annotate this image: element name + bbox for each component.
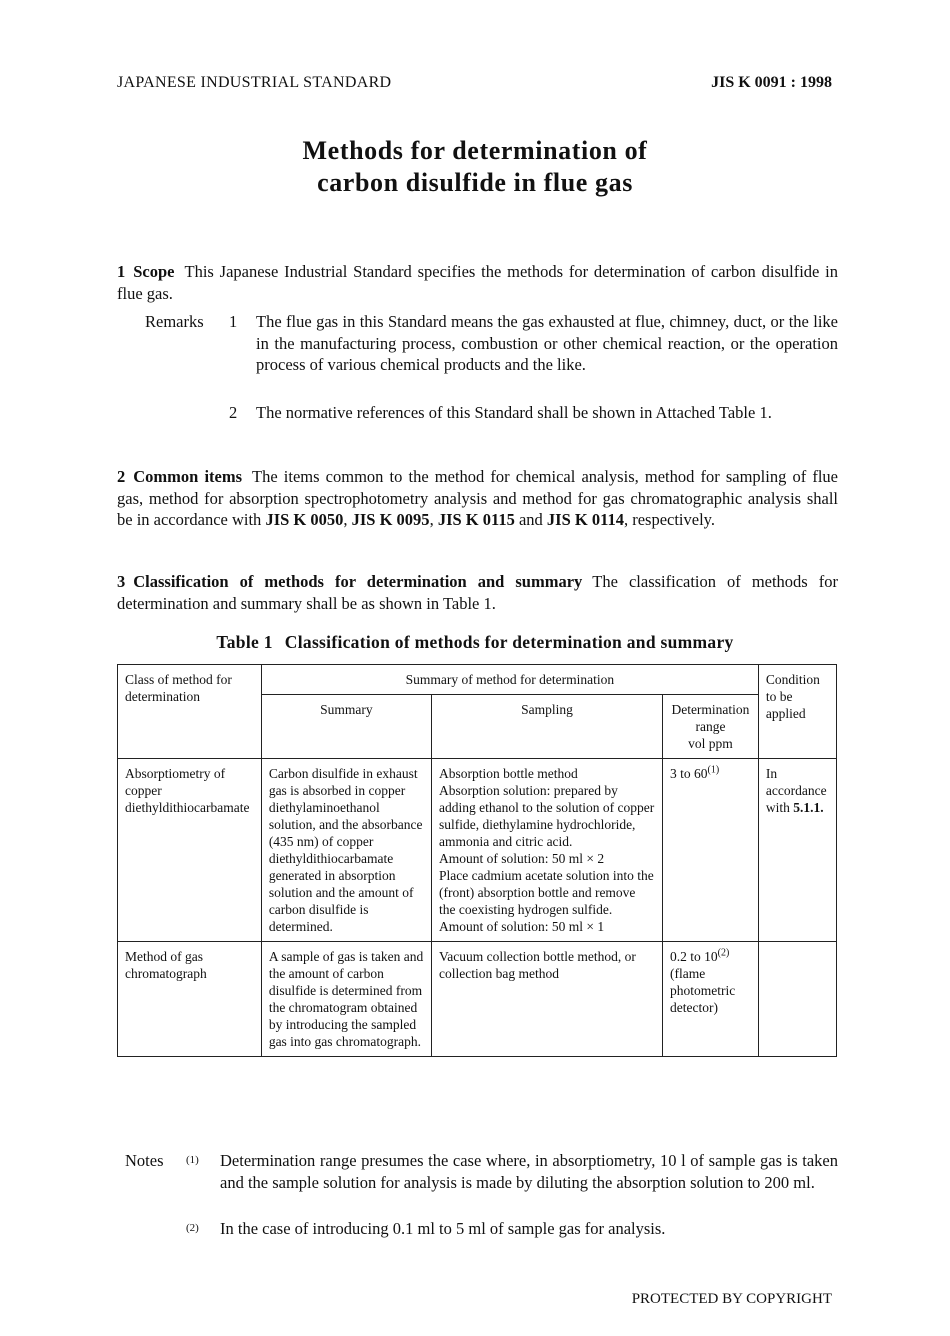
sampling-line: Absorption solution: prepared by adding ethanol to the solution of copper sulfide, diethylamine hydrochloride, ammonia and citric acid. bbox=[438, 783, 655, 849]
note-ref: (1) bbox=[186, 1154, 199, 1166]
reference-jis-k-0114: JIS K 0114 bbox=[546, 510, 624, 529]
section-text: This Japanese Industrial Standard specifies the methods for determination of carbon disulfide in flue gas. bbox=[117, 262, 838, 303]
sampling-line: Amount of solution: 50 ml × 1 bbox=[438, 919, 605, 934]
reference-jis-k-0115: JIS K 0115 bbox=[437, 510, 515, 529]
cell-summary: Carbon disulfide in exhaust gas is absorbed in copper diethylaminoethanol solution, and the absorbance (435 nm) of copper diethyldithiocarbamate generated in absorption solution and the amount of carbon disulfide is determined. bbox=[261, 759, 431, 942]
notes-label: Notes bbox=[125, 1151, 164, 1170]
section-heading: Common items bbox=[133, 467, 243, 486]
remark-text: The flue gas in this Standard means the gas exhausted at flue, chimney, duct, or the like in the manufacturing process, combustion or other chemical reaction, or the operation process of various chemical products and the like. bbox=[256, 312, 838, 374]
header-sampling: Sampling bbox=[431, 695, 662, 759]
remark-number: 2 bbox=[229, 403, 238, 422]
table-row bbox=[118, 759, 837, 942]
remark-number: 1 bbox=[229, 312, 238, 331]
section-number: 3 bbox=[117, 572, 126, 591]
table-row bbox=[118, 942, 837, 1057]
note-text: Determination range presumes the case where, in absorptiometry, 10 l of sample gas is taken and the sample solution for analysis is made by diluting the absorption solution to 200 ml. bbox=[220, 1151, 838, 1192]
note-ref: (2) bbox=[186, 1222, 199, 1234]
title-line-1: Methods for determination of bbox=[302, 136, 648, 165]
cell-sampling: Vacuum collection bottle method, or collection bag method bbox=[431, 942, 662, 1057]
table-title: Classification of methods for determination and summary bbox=[284, 632, 734, 652]
table-number: Table 1 bbox=[216, 632, 273, 652]
section-heading: Scope bbox=[133, 262, 175, 281]
table-caption bbox=[0, 632, 950, 653]
section-common-items: 2 Common items The items common to the method for chemical analysis, method for sampling of flue gas, method for absorption spectrophotometry analysis and method for gas chromatographic analysis shall be in accordance with JIS K 0050, JIS K 0095, JIS K 0115 and JIS K 0114, respectively. bbox=[117, 467, 838, 529]
section-scope bbox=[117, 261, 838, 304]
note-ref: (1) bbox=[707, 764, 720, 776]
standard-number: JIS K 0091 : 1998 bbox=[711, 74, 832, 91]
header-summary-group: Summary of method for determination bbox=[261, 665, 758, 695]
section-classification bbox=[117, 571, 838, 614]
reference-jis-k-0095: JIS K 0095 bbox=[351, 510, 430, 529]
header-range-label: Determination range bbox=[671, 702, 750, 734]
section-text-end: , respectively. bbox=[623, 510, 715, 529]
cell-condition bbox=[758, 942, 836, 1057]
header-condition: Condition to be applied bbox=[758, 665, 836, 759]
header-summary: Summary bbox=[261, 695, 431, 759]
sampling-line: Absorption bottle method bbox=[438, 766, 578, 781]
document-title bbox=[0, 135, 950, 199]
table-header-row bbox=[118, 665, 837, 695]
remark-text: The normative references of this Standard shall be shown in Attached Table 1. bbox=[256, 403, 772, 422]
sampling-line: Place cadmium acetate solution into the (front) absorption bottle and remove the coexisting hydrogen sulfide. bbox=[438, 868, 654, 917]
header-range bbox=[663, 695, 759, 759]
range-value: 3 to 60 bbox=[670, 766, 708, 781]
standard-header: JAPANESE INDUSTRIAL STANDARD bbox=[117, 74, 392, 91]
range-value: 0.2 to 10 bbox=[670, 949, 718, 964]
cell-summary: A sample of gas is taken and the amount of carbon disulfide is determined from the chromatogram obtained by introducing the sampled gas into gas chromatograph. bbox=[261, 942, 431, 1057]
cell-condition bbox=[758, 759, 836, 942]
cell-sampling bbox=[431, 759, 662, 942]
condition-clause: 5.1.1. bbox=[793, 800, 824, 815]
reference-jis-k-0050: JIS K 0050 bbox=[265, 510, 344, 529]
sampling-line: Amount of solution: 50 ml × 2 bbox=[438, 851, 605, 866]
section-text: The classification of methods for determination and summary shall be as shown in Table 1. bbox=[117, 572, 838, 613]
cell-range bbox=[663, 942, 759, 1057]
note-text: In the case of introducing 0.1 ml to 5 ml of sample gas for analysis. bbox=[220, 1219, 666, 1238]
remarks-label: Remarks bbox=[145, 312, 204, 331]
copyright-footer: PROTECTED BY COPYRIGHT bbox=[631, 1291, 832, 1307]
section-text: The items common to the method for chemical analysis, method for sampling of flue gas, method for absorption spectrophotometry analysis and method for gas chromatographic analysis shall be in accordance with bbox=[117, 467, 838, 529]
header-range-unit: vol ppm bbox=[688, 736, 733, 751]
cell-class: Method of gas chromatograph bbox=[118, 942, 262, 1057]
header-class: Class of method for determination bbox=[118, 665, 262, 759]
range-detail: (flame photometric detector) bbox=[670, 966, 736, 1015]
conjunction: and bbox=[518, 510, 543, 529]
cell-range bbox=[663, 759, 759, 942]
note-ref: (2) bbox=[717, 947, 730, 959]
section-number: 2 bbox=[117, 467, 126, 486]
section-number: 1 bbox=[117, 262, 126, 281]
classification-table bbox=[117, 664, 837, 1057]
title-line-2: carbon disulfide in flue gas bbox=[317, 168, 633, 197]
condition-text: In accordance with bbox=[765, 766, 827, 815]
cell-class: Absorptiometry of copper diethyldithiocarbamate bbox=[118, 759, 262, 942]
section-heading: Classification of methods for determination and summary bbox=[133, 572, 583, 591]
